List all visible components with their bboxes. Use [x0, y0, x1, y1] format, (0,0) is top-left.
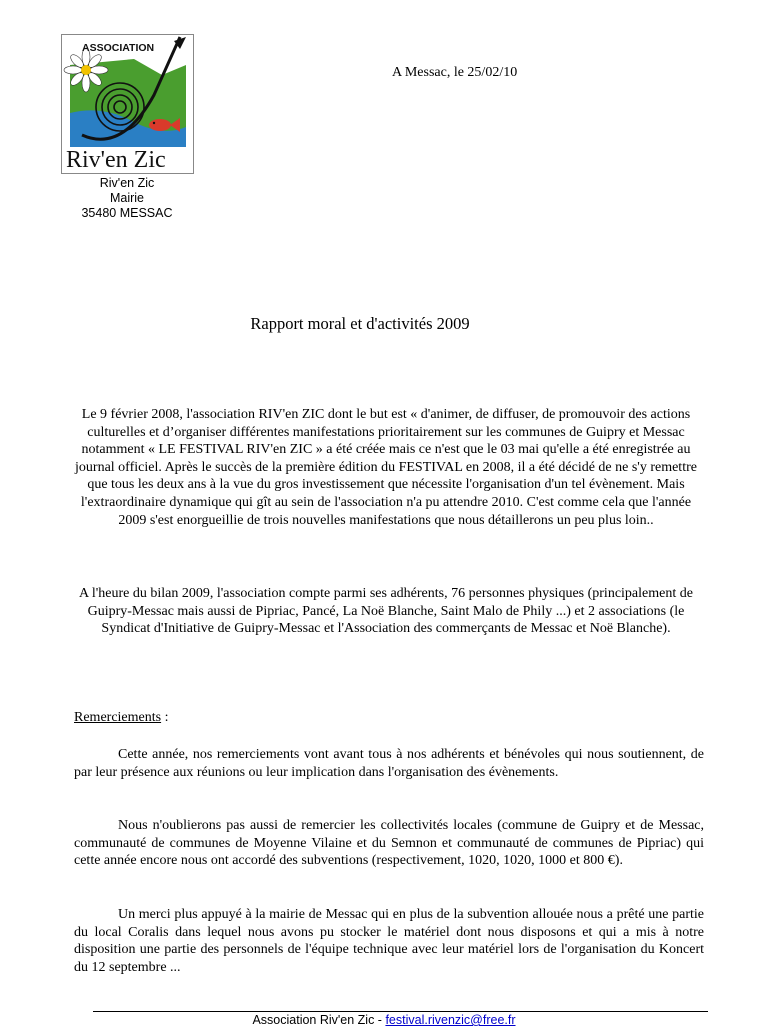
remerciements-heading [74, 710, 168, 726]
remerciements-colon: : [161, 710, 169, 725]
paragraph-thanks-members [74, 746, 704, 781]
logo-graphic [62, 35, 193, 173]
paragraph-thanks-members-text: Cette année, nos remerciements vont avant tous à nos adhérents et bénévoles qui nous soutiennent, de par leur présence aux réunions ou leur implication dans l'organisation des évènements. [74, 747, 704, 780]
place-date: A Messac, le 25/02/10 [392, 65, 518, 80]
paragraph-thanks-mairie-text: Un merci plus appuyé à la mairie de Messac qui en plus de la subvention allouée nous a prêté une partie du local Coralis dans lequel nous avons pu stocker le matériel dont nous disposons et qui a mis à notre disposition une partie des personnels de l'équipe technique avec leur matériel lors de l'organisation du Koncert du 12 septembre ... [74, 907, 704, 975]
association-logo [61, 34, 194, 174]
footer-rule [93, 1011, 708, 1012]
sender-postcode-city: 35480 MESSAC [81, 206, 173, 220]
footer-org: Association Riv'en Zic - [252, 1013, 386, 1027]
sender-name: Riv'en Zic [99, 176, 155, 190]
page-footer [0, 1013, 768, 1027]
sender-line-mairie: Mairie [109, 191, 145, 205]
svg-text:Riv'en Zic: Riv'en Zic [66, 147, 166, 173]
paragraph-intro: Le 9 février 2008, l'association RIV'en ZIC dont le but est « d'animer, de diffuser, de promouvoir des actions culturelles et d’organiser différentes manifestations prioritairement sur les communes de Guipry et Messac notamment « LE FESTIVAL RIV'en ZIC » a été créée mais ce n'est que le 03 mai qu'elle a été enregistrée au journal officiel. Après le succès de la première édition du FESTIVAL en 2008, il a été décidé de ne s'y remettre que tous les deux ans à la vue du gros investissement que nécessite l'organisation d'un tel évènement. Mais l'extraordinaire dynamique qui gît au sein de l'association n'a pu attendre 2010. C'est comme cela que l'année 2009 s'est enorgueillie de trois nouvelles manifestations que nous détaillerons un peu plus loin.. [75, 407, 697, 528]
paragraph-bilan: A l'heure du bilan 2009, l'association compte parmi ses adhérents, 76 personnes physiques (principalement de Guipry-Messac mais aussi de Pipriac, Pancé, La Noë Blanche, Saint Malo de Phily ...) et 2 associations (le Syndicat d'Initiative de Guipry-Messac et l'Association des commerçants de Messac et Noë Blanche). [79, 586, 693, 637]
sender-address [62, 176, 192, 221]
svg-text:ASSOCIATION: ASSOCIATION [82, 42, 155, 54]
document-title: Rapport moral et d'activités 2009 [250, 314, 470, 333]
footer-email-link[interactable]: festival.rivenzic@free.fr [385, 1013, 516, 1027]
remerciements-label: Remerciements [74, 710, 162, 725]
paragraph-thanks-mairie [74, 906, 704, 976]
paragraph-thanks-collectivites [74, 817, 704, 870]
paragraph-thanks-collectivites-text: Nous n'oublierons pas aussi de remercier les collectivités locales (commune de Guipry et de Messac, communauté de communes de Moyenne Vilaine et du Semnon et communauté de communes de Pipriac) qui cette année encore nous ont accordé des subventions (respectivement, 1020, 1020, 1000 et 800 €). [74, 818, 704, 869]
